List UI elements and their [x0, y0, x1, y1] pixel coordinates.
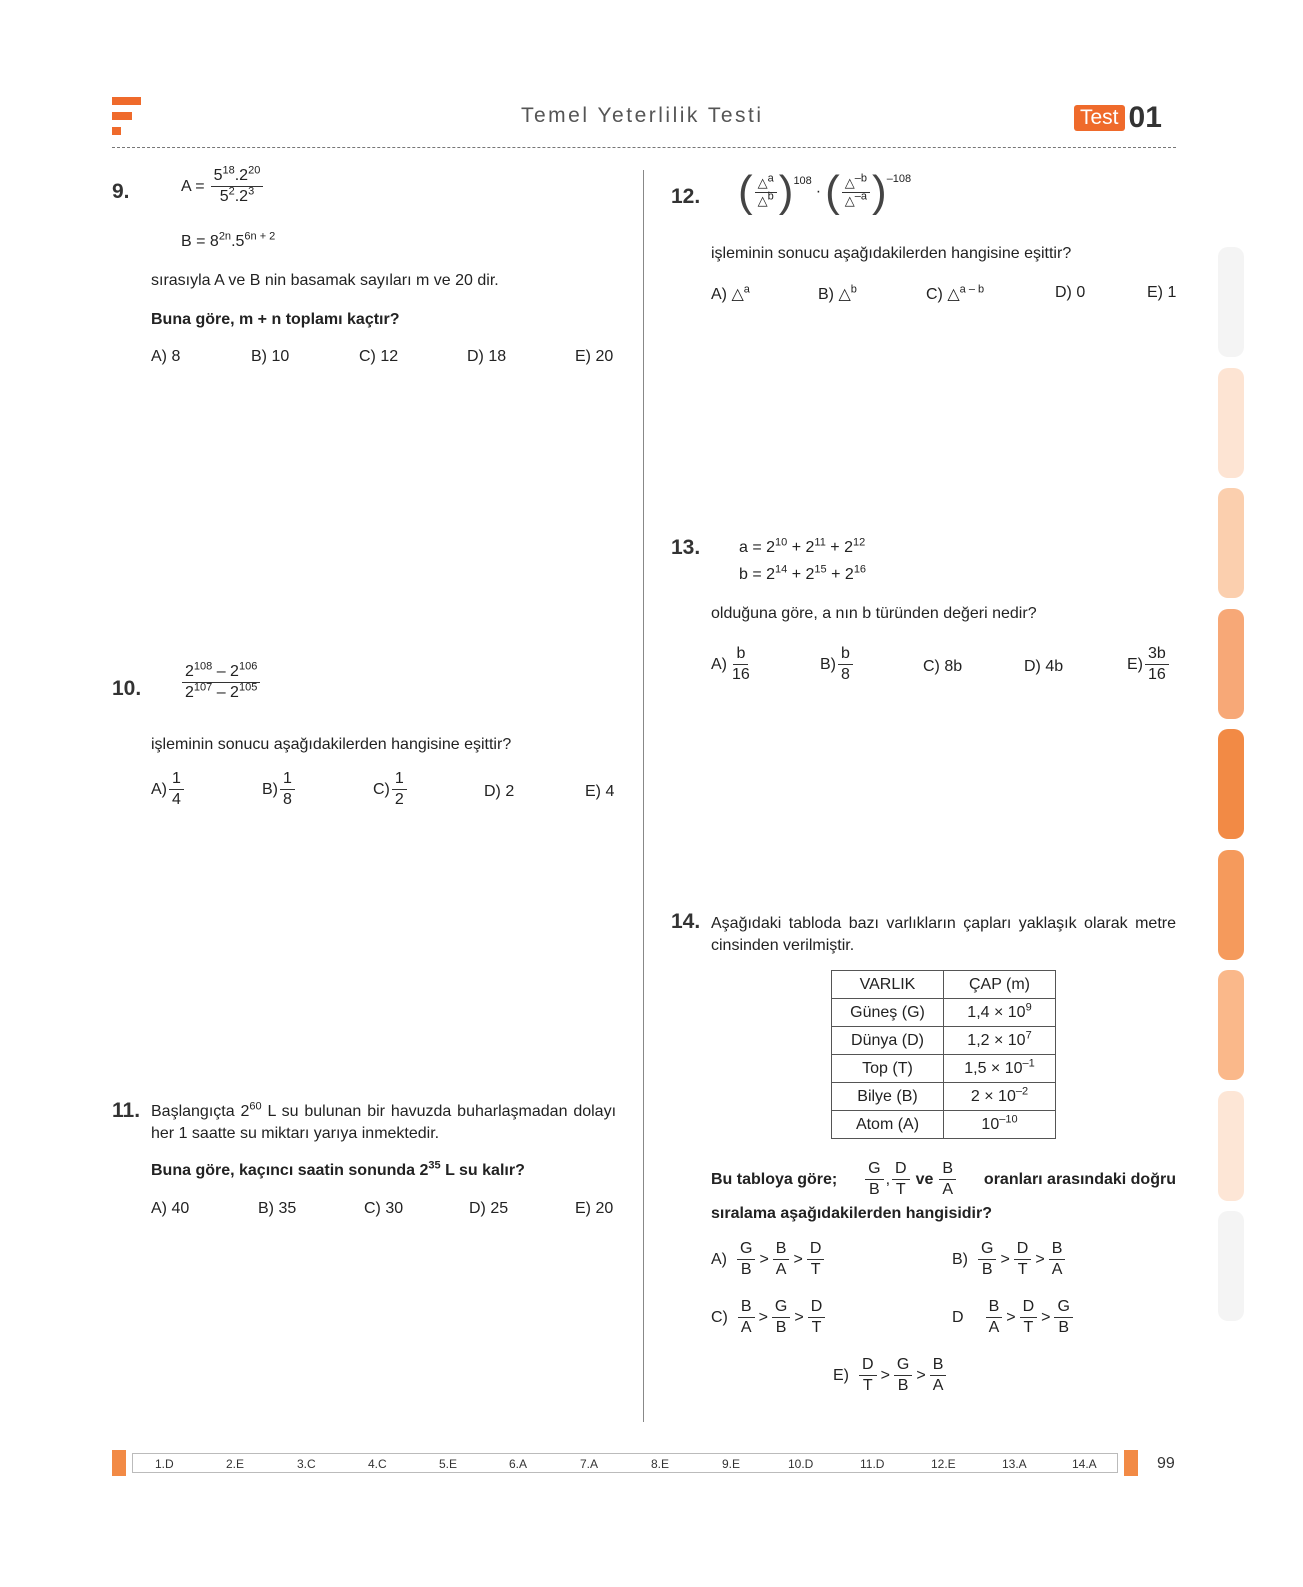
question-number: 11.	[112, 1099, 141, 1122]
q11-option-c[interactable]: C) 30	[364, 1200, 404, 1217]
answer-key-item: 5.E	[439, 1457, 458, 1471]
footer-left-bar	[112, 1450, 126, 1476]
q13-option-d[interactable]: D) 4b	[1024, 658, 1064, 675]
q9-option-e[interactable]: E) 20	[575, 348, 614, 365]
answer-key-item: 6.A	[509, 1457, 528, 1471]
side-tab[interactable]	[1218, 1211, 1244, 1321]
q12-option-c[interactable]: C) △$^{a - b}$	[926, 283, 985, 303]
q11-option-e[interactable]: E) 20	[575, 1200, 614, 1217]
q9-expression-b: $B = 8^{2n}.5^{6n + 2}$	[181, 230, 276, 250]
table-row: Bilye (B) $2 \times 10^{-2}$	[832, 1083, 1056, 1111]
page-number: 99	[1157, 1455, 1175, 1472]
answer-key-box	[132, 1453, 1118, 1473]
q14-option-a[interactable]: A) $\frac{G}{B}$ > $\frac{B}{A}$ > $\frac{D}{T}$	[711, 1240, 826, 1280]
q12-option-d[interactable]: D) 0	[1055, 284, 1086, 301]
q14-question-line2: sıralama aşağıdakilerden hangisidir?	[711, 1205, 992, 1222]
answer-key-item: 14.A	[1072, 1457, 1097, 1471]
side-tab[interactable]	[1218, 368, 1244, 478]
test-badge: Test	[1074, 105, 1125, 131]
question-number: 10.	[112, 677, 142, 700]
q9-option-b[interactable]: B) 10	[251, 348, 290, 365]
answer-key-item: 9.E	[722, 1457, 741, 1471]
answer-key-item: 12.E	[931, 1457, 956, 1471]
answer-key-item: 3.C	[297, 1457, 316, 1471]
table-row: Top (T) $1,5 \times 10^{-1}$	[832, 1055, 1056, 1083]
q10-option-b[interactable]: B) $\frac{1}{8}$	[262, 770, 297, 810]
q10-option-e[interactable]: E) 4	[585, 783, 615, 800]
q14-option-e[interactable]: E) $\frac{D}{T}$ > $\frac{G}{B}$ > $\frac{B}{A}$	[833, 1356, 948, 1396]
answer-key-item: 7.A	[580, 1457, 599, 1471]
q12-question: işleminin sonucu aşağıdakilerden hangisine eşittir?	[711, 245, 1072, 262]
q9-option-d[interactable]: D) 18	[467, 348, 507, 365]
q9-text: sırasıyla A ve B nin basamak sayıları m ve 20 dir.	[151, 272, 499, 289]
answer-key-item: 2.E	[226, 1457, 245, 1471]
answer-key-item: 13.A	[1002, 1457, 1027, 1471]
q11-option-b[interactable]: B) 35	[258, 1200, 297, 1217]
q11-option-d[interactable]: D) 25	[469, 1200, 509, 1217]
side-tab[interactable]	[1218, 850, 1244, 960]
q13-line-a: $a = 2^{10} + 2^{11} + 2^{12}$	[739, 536, 866, 556]
q12-option-e[interactable]: E) 1	[1147, 284, 1177, 301]
q13-option-a[interactable]: A) $\frac{b}{16}$	[711, 645, 750, 684]
q13-question: olduğuna göre, a nın b türünden değeri nedir?	[711, 605, 1037, 622]
side-tab[interactable]	[1218, 247, 1244, 357]
table-row: Atom (A) $10^{-10}$	[832, 1111, 1056, 1139]
q14-option-b[interactable]: B) $\frac{G}{B}$ > $\frac{D}{T}$ > $\frac{B}{A}$	[952, 1240, 1067, 1280]
page-title: Temel Yeterlilik Testi	[521, 104, 764, 127]
q12-expression: ( $\frac{\triangle^a}{\triangle^b}$ ) $^{108}$ · ( $\frac{\triangle^{-b}}{\triangle^{-a}}$ ) $^{-108}$	[738, 167, 912, 216]
side-tab[interactable]	[1218, 970, 1244, 1080]
q9-option-c[interactable]: C) 12	[359, 348, 399, 365]
q9-option-a[interactable]: A) 8	[151, 348, 181, 365]
side-tab-active[interactable]	[1218, 729, 1244, 839]
q14-option-d[interactable]: D $\frac{B}{A}$ > $\frac{D}{T}$ > $\frac{G}{B}$	[952, 1298, 1075, 1338]
q14-table	[831, 970, 1056, 1139]
q14-option-c[interactable]: C) $\frac{B}{A}$ > $\frac{G}{B}$ > $\frac{D}{T}$	[711, 1298, 827, 1338]
side-tab[interactable]	[1218, 609, 1244, 719]
q11-option-a[interactable]: A) 40	[151, 1200, 190, 1217]
answer-key-item: 8.E	[651, 1457, 670, 1471]
table-header: ÇAP (m)	[944, 971, 1056, 999]
q9-expression-a: A = $\frac{5^{18}.2^{20}}{5^2.2^3}$	[181, 167, 265, 207]
q13-option-c[interactable]: C) 8b	[923, 658, 963, 675]
header-divider	[112, 147, 1176, 148]
q9-question: Buna göre, m + n toplamı kaçtır?	[151, 311, 400, 328]
q13-line-b: $b = 2^{14} + 2^{15} + 2^{16}$	[739, 563, 867, 583]
q10-option-a[interactable]: A) $\frac{1}{4}$	[151, 770, 186, 810]
question-number: 14.	[671, 910, 701, 933]
answer-key-item: 11.D	[860, 1457, 885, 1471]
q13-option-b[interactable]: B) $\frac{b}{8}$	[820, 645, 855, 685]
question-number: 12.	[671, 185, 701, 208]
q11-question: Buna göre, kaçıncı saatin sonunda $2^{35}$ L su kalır?	[151, 1159, 525, 1179]
q14-question-line1: Bu tabloya göre; $\frac{G}{B}$ , $\frac{D}{T}$ ve $\frac{B}{A}$ oranları arasındaki doğru	[711, 1160, 1176, 1199]
test-indicator	[1074, 101, 1162, 135]
q11-text: Başlangıçta $2^{60}$ L su bulunan bir havuzda buharlaşmadan dolayı her 1 saatte su miktarı yarıya inmektedir.	[151, 1100, 617, 1142]
column-divider	[643, 170, 644, 1422]
table-header: VARLIK	[832, 971, 944, 999]
question-number: 9.	[112, 180, 130, 203]
answer-key-item: 10.D	[788, 1457, 814, 1471]
q13-option-e[interactable]: E) $\frac{3b}{16}$	[1127, 645, 1171, 685]
q10-expression: $\frac{2^{108} - 2^{106}}{2^{107} - 2^{105}}$	[180, 663, 262, 703]
side-tab[interactable]	[1218, 488, 1244, 598]
answer-key-item: 4.C	[368, 1457, 387, 1471]
side-tab[interactable]	[1218, 1091, 1244, 1201]
q14-intro: Aşağıdaki tabloda bazı varlıkların çapları yaklaşık olarak metre cinsinden verilmiştir.	[711, 915, 1176, 954]
q10-option-c[interactable]: C) $\frac{1}{2}$	[373, 770, 409, 810]
test-number: 01	[1128, 101, 1162, 134]
footer-right-bar	[1124, 1450, 1138, 1476]
answer-key-item: 1.D	[155, 1457, 174, 1471]
table-row: Dünya (D) $1,2 \times 10^7$	[832, 1027, 1056, 1055]
table-row: Güneş (G) $1,4 \times 10^9$	[832, 999, 1056, 1027]
question-number: 13.	[671, 536, 701, 559]
q12-option-b[interactable]: B) △$^b$	[818, 283, 857, 303]
q12-option-a[interactable]: A) △$^a$	[711, 283, 750, 303]
q10-question: işleminin sonucu aşağıdakilerden hangisine eşittir?	[151, 736, 512, 753]
q10-option-d[interactable]: D) 2	[484, 783, 515, 800]
